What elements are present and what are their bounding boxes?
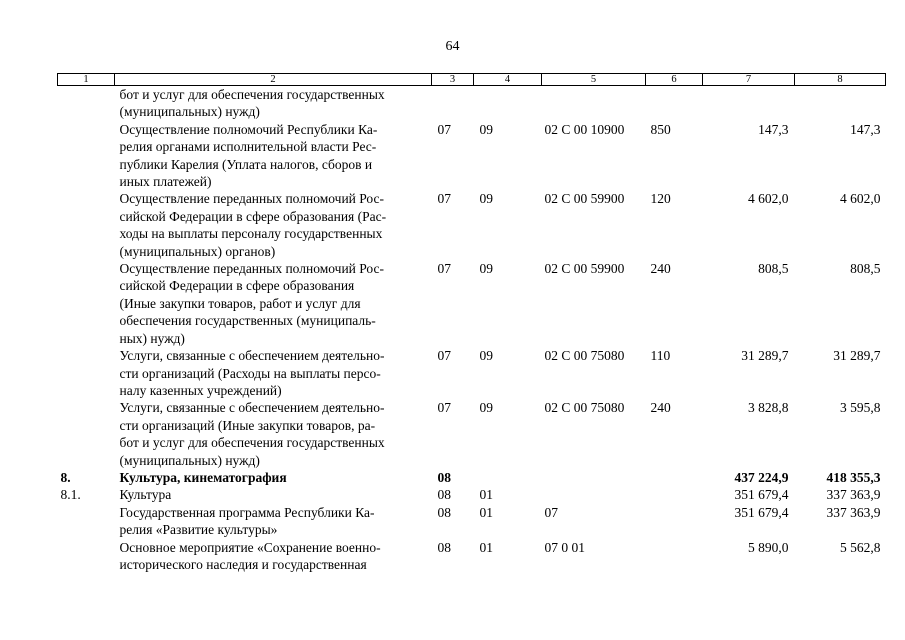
amount-executed-cell: 808,5 (850, 261, 881, 277)
section-code-cell: 07 (437, 261, 451, 277)
expense-type-cell: 240 (650, 400, 671, 416)
amount-planned-cell: 351 679,4 (734, 487, 789, 503)
target-article-cell: 02 С 00 75080 (544, 348, 625, 364)
amount-executed-cell: 4 602,0 (840, 191, 881, 207)
amount-executed-cell (795, 86, 886, 121)
amount-planned-cell (703, 86, 795, 121)
table-body (58, 86, 886, 574)
row-name-line: Основное мероприятие «Сохранение военно- (119, 539, 381, 555)
header-cell: 2 (115, 74, 432, 86)
row-name-line: исторического наследия и государственная (119, 556, 367, 572)
table-row (58, 469, 886, 486)
expense-type-cell (646, 486, 703, 503)
row-name-cell (115, 504, 432, 539)
table-row (58, 486, 886, 503)
table-row (58, 190, 886, 260)
column-number-header (58, 74, 886, 86)
amount-planned-cell: 4 602,0 (748, 191, 789, 207)
table-row (58, 347, 886, 399)
subsection-code-cell: 01 (479, 504, 493, 520)
target-article-cell: 07 0 01 (544, 539, 585, 555)
row-name-line: иных платежей) (119, 174, 212, 190)
section-code-cell: 07 (437, 400, 451, 416)
subsection-code-cell: 01 (479, 487, 493, 503)
section-code-cell (432, 86, 474, 121)
amount-planned-cell: 31 289,7 (741, 348, 789, 364)
row-name-line: (Иные закупки товаров, работ и услуг для (119, 295, 361, 311)
target-article-cell: 07 (544, 504, 558, 520)
header-cell: 6 (646, 74, 703, 86)
row-number-cell (58, 121, 115, 191)
amount-executed-cell: 147,3 (850, 121, 881, 137)
row-name-line: Услуги, связанные с обеспечением деятельно- (119, 348, 385, 364)
row-name-line: налу казенных учреждений) (119, 382, 282, 398)
row-number-cell (58, 504, 115, 539)
header-cell: 5 (542, 74, 646, 86)
amount-executed-cell: 418 355,3 (826, 469, 881, 485)
row-name-line: Осуществление переданных полномочий Рос- (119, 261, 385, 277)
row-name-cell (115, 86, 432, 121)
target-article-cell: 02 С 00 59900 (544, 261, 625, 277)
row-name-cell (115, 347, 432, 399)
row-name-cell (115, 486, 432, 503)
header-cell: 8 (795, 74, 886, 86)
table-row (58, 86, 886, 121)
target-article-cell: 02 С 00 59900 (544, 191, 625, 207)
expense-type-cell: 110 (650, 348, 671, 364)
section-code-cell: 08 (437, 504, 451, 520)
amount-planned-cell: 3 828,8 (748, 400, 789, 416)
expense-type-cell: 120 (650, 191, 671, 207)
row-name-line: публики Карелия (Уплата налогов, сборов и (119, 156, 373, 172)
target-article-cell (542, 486, 646, 503)
amount-executed-cell: 337 363,9 (826, 487, 881, 503)
row-name-line: (муниципальных) нужд) (119, 104, 260, 120)
header-cell: 1 (58, 74, 115, 86)
subsection-code-cell (474, 86, 542, 121)
row-name-cell (115, 399, 432, 469)
row-number-cell (58, 539, 115, 574)
target-article-cell: 02 С 00 10900 (544, 121, 625, 137)
subsection-code-cell: 09 (479, 121, 493, 137)
amount-planned-cell: 5 890,0 (748, 539, 789, 555)
row-name-cell (115, 121, 432, 191)
table-row (58, 260, 886, 347)
section-code-cell: 08 (437, 539, 451, 555)
expense-type-cell: 240 (650, 261, 671, 277)
row-name-line: бот и услуг для обеспечения государственных (119, 435, 385, 451)
amount-executed-cell: 337 363,9 (826, 504, 881, 520)
row-name-line: Осуществление полномочий Республики Ка- (119, 121, 378, 137)
table-row (58, 504, 886, 539)
target-article-cell (542, 469, 646, 486)
row-number-cell (58, 86, 115, 121)
amount-executed-cell: 5 562,8 (840, 539, 881, 555)
row-name-cell (115, 190, 432, 260)
subsection-code-cell: 09 (479, 400, 493, 416)
table-row (58, 539, 886, 574)
amount-planned-cell: 808,5 (758, 261, 789, 277)
table-row (58, 399, 886, 469)
row-name-line: (муниципальных) органов) (119, 243, 276, 259)
row-number-cell (58, 260, 115, 347)
section-code-cell: 07 (437, 348, 451, 364)
row-name-line: релия «Развитие культуры» (119, 522, 278, 538)
row-name-line: релия органами исполнительной власти Рес- (119, 139, 377, 155)
header-cell: 7 (703, 74, 795, 86)
header-cell: 4 (474, 74, 542, 86)
expense-type-cell: 850 (650, 121, 671, 137)
target-article-cell (542, 86, 646, 121)
expense-type-cell (646, 539, 703, 574)
row-name-cell (115, 539, 432, 574)
budget-table (57, 73, 886, 573)
row-name-line: ных) нужд) (119, 330, 185, 346)
row-name-cell (115, 260, 432, 347)
section-code-cell: 08 (437, 469, 451, 485)
row-number-cell: 8.1. (60, 487, 81, 503)
amount-executed-cell: 31 289,7 (833, 348, 881, 364)
row-name-cell (115, 469, 432, 486)
amount-planned-cell: 351 679,4 (734, 504, 789, 520)
expense-type-cell (646, 469, 703, 486)
row-name-line: сти организаций (Иные закупки товаров, ра- (119, 417, 376, 433)
row-name-line: Культура (119, 487, 172, 503)
expense-type-cell (646, 86, 703, 121)
page-number: 64 (445, 39, 460, 54)
target-article-cell: 02 С 00 75080 (544, 400, 625, 416)
expense-type-cell (646, 504, 703, 539)
subsection-code-cell: 09 (479, 261, 493, 277)
section-code-cell: 07 (437, 191, 451, 207)
row-name-line: Осуществление переданных полномочий Рос- (119, 191, 385, 207)
subsection-code-cell: 09 (479, 191, 493, 207)
section-code-cell: 07 (437, 121, 451, 137)
amount-executed-cell: 3 595,8 (840, 400, 881, 416)
table-row (58, 121, 886, 191)
row-name-line: Культура, кинематография (119, 469, 287, 485)
row-name-line: сийской Федерации в сфере образования (Рас- (119, 208, 387, 224)
row-name-line: Государственная программа Республики Ка- (119, 504, 375, 520)
row-name-line: бот и услуг для обеспечения государственных (119, 87, 385, 102)
amount-planned-cell: 437 224,9 (734, 469, 789, 485)
section-code-cell: 08 (437, 487, 451, 503)
subsection-code-cell: 01 (479, 539, 493, 555)
header-cell: 3 (432, 74, 474, 86)
subsection-code-cell: 09 (479, 348, 493, 364)
row-name-line: сти организаций (Расходы на выплаты персо- (119, 365, 381, 381)
row-name-line: сийской Федерации в сфере образования (119, 278, 355, 294)
row-number-cell (58, 190, 115, 260)
row-name-line: обеспечения государственных (муниципаль- (119, 313, 376, 329)
row-number-cell (58, 347, 115, 399)
row-name-line: (муниципальных) нужд) (119, 452, 260, 468)
row-name-line: ходы на выплаты персоналу государственных (119, 226, 383, 242)
subsection-code-cell (474, 469, 542, 486)
row-number-cell (58, 399, 115, 469)
row-number-cell: 8. (60, 469, 71, 485)
amount-planned-cell: 147,3 (758, 121, 789, 137)
row-name-line: Услуги, связанные с обеспечением деятельно- (119, 400, 385, 416)
